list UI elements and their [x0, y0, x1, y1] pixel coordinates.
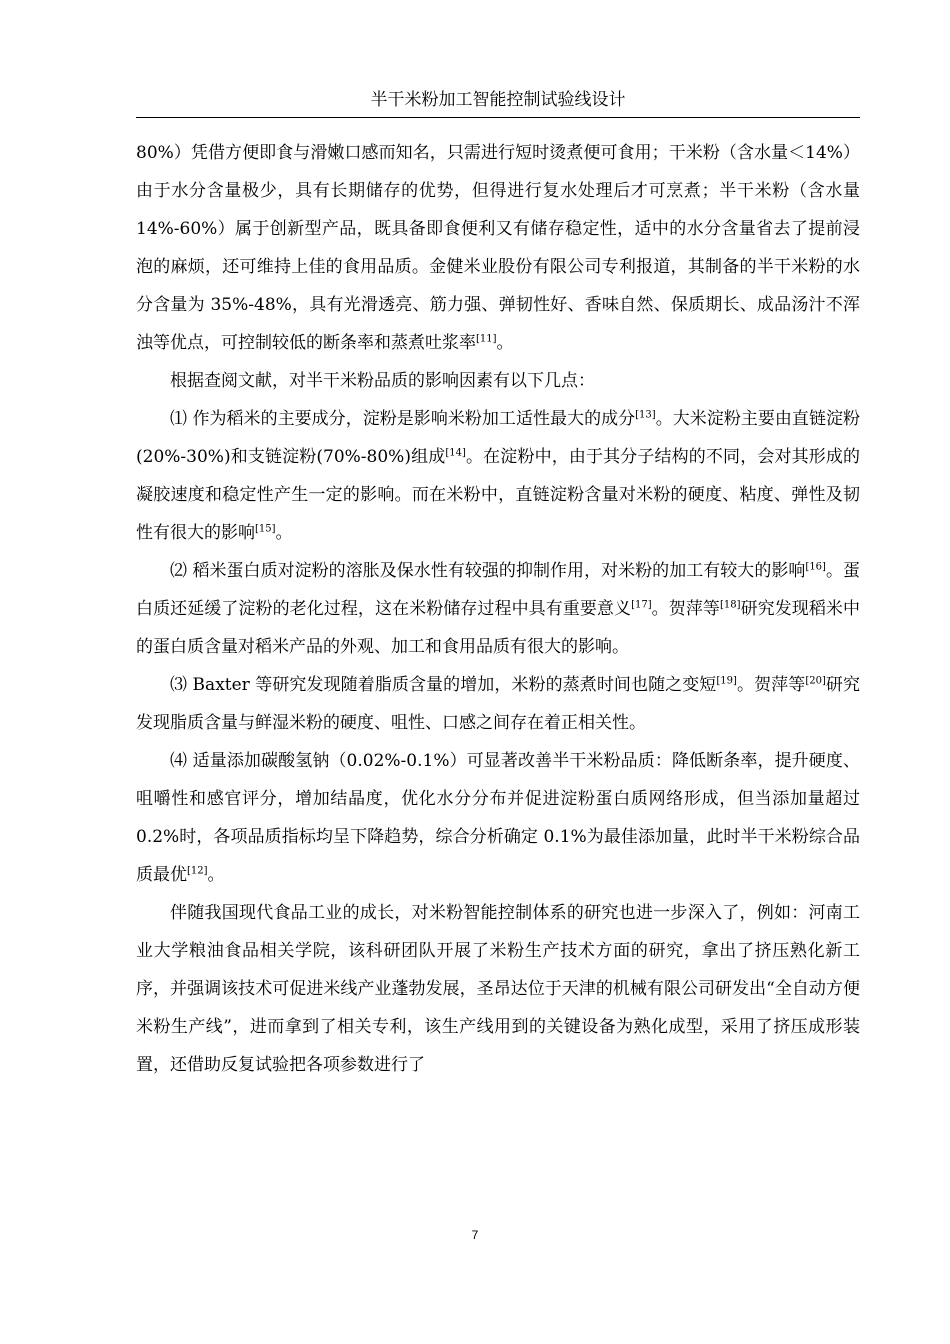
- citation-ref: [18]: [719, 599, 741, 611]
- paragraph-text: 。在淀粉中，由于其分子结构的不同，会对其形成的凝胶速度和稳定性产生一定的影响。而在米粉中，直链淀粉含量对米粉的硬度、粘度、弹性及韧性有很大的影响: [136, 447, 860, 543]
- citation-ref: [13]: [635, 409, 656, 421]
- paragraph-text: ⑷ 适量添加碳酸氢钠（0.02%-0.1%）可显著改善半干米粉品质：降低断条率，提升硬度、咀嚼性和感官评分，增加结晶度，优化水分分布并促进淀粉蛋白质网络形成，但当添加量超过 0.2%时，各项品质指标均呈下降趋势，综合分析确定 0.1%为最佳添加量，此时半干米粉综合品质最优: [136, 751, 860, 885]
- paragraph-text: 。贺萍等: [736, 675, 806, 695]
- citation-ref: [15]: [255, 523, 276, 535]
- paragraph-text: 根据查阅文献，对半干米粉品质的影响因素有以下几点：: [170, 371, 595, 391]
- header-rule: [136, 117, 860, 118]
- paragraph-text: ⑴ 作为稻米的主要成分，淀粉是影响米粉加工适性最大的成分: [170, 409, 636, 429]
- paragraph-p4: [136, 552, 860, 666]
- paragraph-text: ⑶ Baxter 等研究发现随着脂质含量的增加，米粉的蒸煮时间也随之变短: [170, 675, 717, 695]
- paragraph-text: 。大米淀粉主要由直链淀粉(20%-30%)和支链淀粉(70%-80%)组成: [136, 409, 861, 467]
- page-number: 7: [471, 1228, 479, 1242]
- paragraph-p1: [136, 134, 860, 362]
- paragraph-p6: [136, 742, 860, 894]
- citation-ref: [19]: [716, 675, 737, 687]
- citation-ref: [14]: [445, 447, 466, 459]
- citation-ref: [12]: [187, 865, 208, 877]
- citation-ref: [17]: [631, 599, 652, 611]
- paragraph-text: 80%）凭借方便即食与滑嫩口感而知名，只需进行短时烫煮便可食用；干米粉（含水量＜14%）由于水分含量极少，具有长期储存的优势，但得进行复水处理后才可烹煮；半干米粉（含水量 14%-60%）属于创新型产品，既具备即食便利又有储存稳定性，适中的水分含量省去了提前浸泡的麻烦，还可维持上佳的食用品质。金健米业股份有限公司专利报道，其制备的半干米粉的水分含量为 35%-48%，具有光滑透亮、筋力强、弹韧性好、香味自然、保质期长、成品汤汁不浑浊等优点，可控制较低的断条率和蒸煮吐浆率: [136, 143, 860, 353]
- paragraph-p7: [136, 894, 860, 1084]
- paragraph-p5: [136, 666, 860, 742]
- paragraph-p3: [136, 400, 860, 552]
- paragraph-text: 研究发现脂质含量与鲜湿米粉的硬度、咀性、口感之间存在着正相关性。: [136, 675, 860, 733]
- body-text: [136, 134, 860, 1084]
- running-header-title: 半干米粉加工智能控制试验线设计: [370, 90, 626, 110]
- paragraph-text: 。: [496, 333, 514, 353]
- paragraph-text: 。: [207, 865, 225, 885]
- paragraph-text: 。蛋白质还延缓了淀粉的老化过程，这在米粉储存过程中具有重要意义: [136, 561, 861, 619]
- paragraph-text: 研究发现稻米中的蛋白质含量对稻米产品的外观、加工和食用品质有很大的影响。: [136, 599, 861, 657]
- paragraph-text: ⑵ 稻米蛋白质对淀粉的溶胀及保水性有较强的抑制作用，对米粉的加工有较大的影响: [170, 561, 806, 581]
- citation-ref: [11]: [476, 333, 497, 345]
- paragraph-text: 。: [275, 523, 293, 543]
- citation-ref: [20]: [805, 675, 826, 687]
- paragraph-text: 。贺萍等: [651, 599, 720, 619]
- citation-ref: [16]: [805, 561, 826, 573]
- paragraph-text: 伴随我国现代食品工业的成长，对米粉智能控制体系的研究也进一步深入了，例如：河南工业大学粮油食品相关学院，该科研团队开展了米粉生产技术方面的研究，拿出了挤压熟化新工序，并强调该技术可促进米线产业蓬勃发展，圣昂达位于天津的机械有限公司研发出“全自动方便米粉生产线”，进而拿到了相关专利，该生产线用到的关键设备为熟化成型，采用了挤压成形装置，还借助反复试验把各项参数进行了: [136, 903, 860, 1075]
- paragraph-p2: [136, 362, 860, 400]
